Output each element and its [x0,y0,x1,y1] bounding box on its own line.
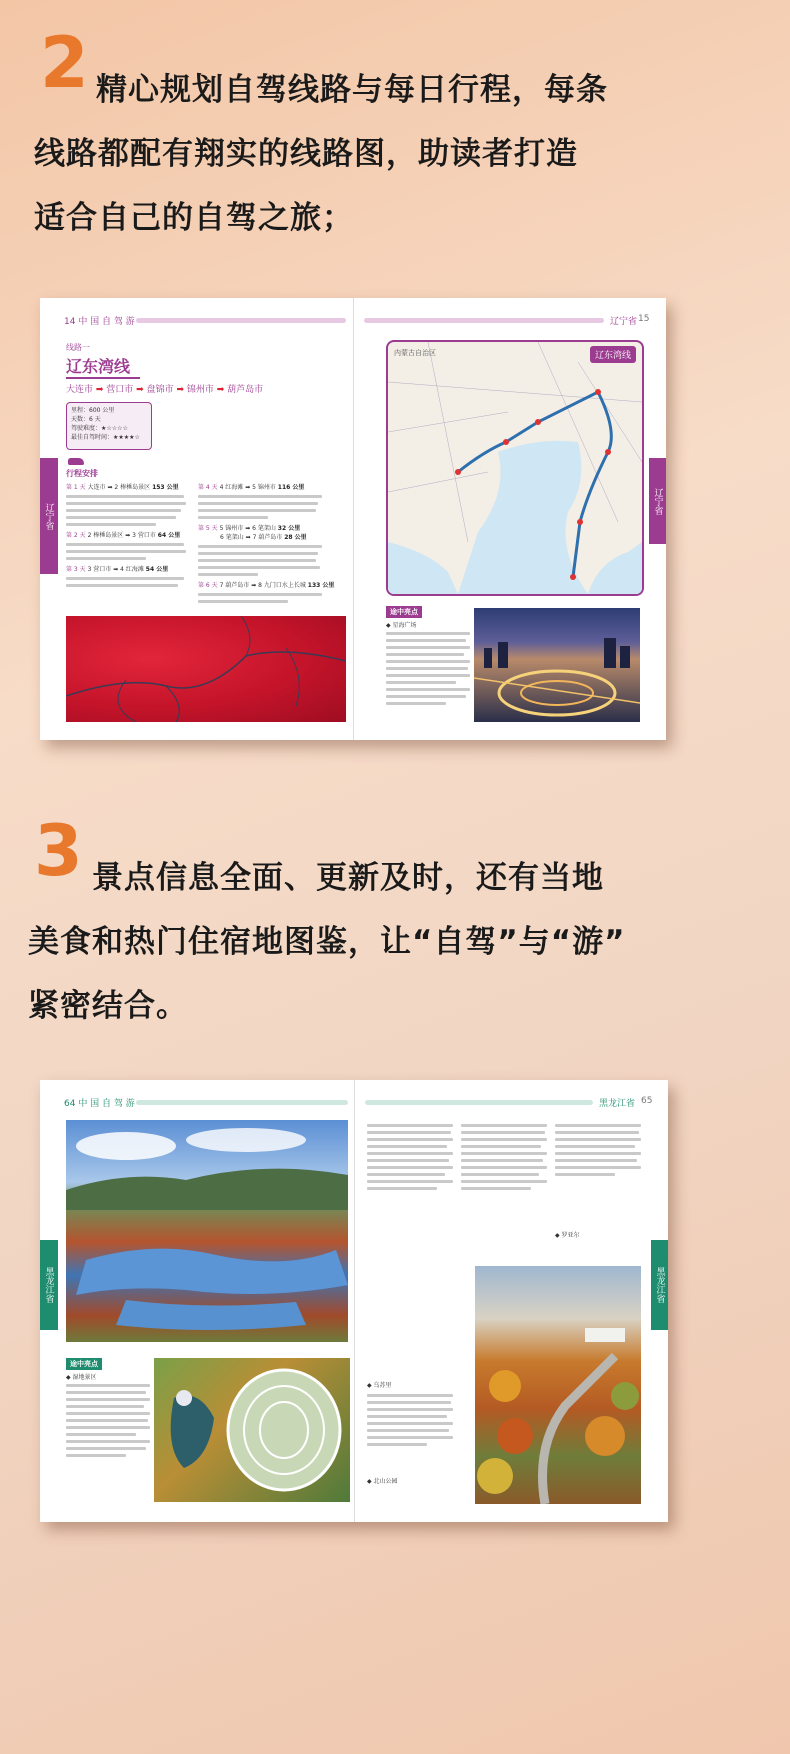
city: 盘锦市 [146,385,174,395]
highlight-place: ◆ 湿地景区 [66,1374,97,1381]
page-header-province: 黑龙江省 [599,1099,636,1109]
book-spread-heilongjiang [40,1080,668,1522]
place-entry: ◆ 罗亚尔 [555,1232,580,1239]
side-tab-province-right: 黑龙江省 [651,1240,668,1330]
feature-text-line-3: 适合自己的自驾之旅； [34,200,354,236]
page-header: 14 中 国 自 驾 游 [64,317,135,327]
page-header: 64 中 国 自 驾 游 [64,1099,135,1109]
city: 大连市 [66,385,94,395]
city-chain: 大连市 ➡ 营口市 ➡ 盘锦市 ➡ 锦州市 ➡ 葫芦岛市 [66,385,264,395]
right-page [354,1080,668,1522]
route-tag: 线路一 [66,343,90,352]
feature-number: 2 [40,22,89,104]
text-column-3 [555,1120,641,1180]
header-bar [364,318,604,323]
wetland-photo [66,1120,348,1342]
feature-text-line-1: 景点信息全面、更新及时，还有当地 [92,860,604,896]
side-tab-province-right: 辽宁省 [649,458,666,544]
aerial-garden-photo [154,1358,350,1502]
header-bar [365,1100,593,1105]
side-tab-province: 黑龙江省 [40,1240,58,1330]
info-line: 里程：600 公里 [71,407,115,414]
highlight-text [386,628,470,709]
itinerary-day: 第 3 天 3 营口市 ➡ 4 红海滩 54 公里 [66,566,169,573]
header-bar [136,1100,348,1105]
route-info-box [66,402,152,450]
itinerary-day: 第 4 天 4 红海滩 ➡ 5 锦州市 116 公里 [198,484,305,491]
left-page [40,1080,354,1522]
car-icon [68,458,84,465]
itinerary-day: 第 5 天 5 锦州市 ➡ 6 笔架山 32 公里 [198,525,301,532]
itinerary-left-column [66,482,191,591]
page-header-province: 辽宁省 [610,317,638,327]
route-title: 辽东湾线 [66,354,140,379]
itinerary-heading: 行程安排 [66,469,98,478]
map-title-label: 辽东湾线 [590,346,636,363]
info-line: 最佳自驾时间：★★★★☆ [71,434,140,441]
highlights-heading: 途中亮点 [66,1358,102,1370]
highlight-place: ◆ 星海广场 [386,622,417,629]
feature-2 [0,0,790,290]
highlight-text [66,1380,150,1461]
book-spread-liaodong [40,298,666,740]
place-entry-text [367,1390,453,1450]
city: 葫芦岛市 [227,385,264,395]
text-column-1 [367,1120,453,1194]
page-number: 15 [638,314,650,324]
feature-text-line-2: 美食和热门住宿地图鉴，让“自驾”与“游” [28,924,626,960]
page-number: 65 [641,1096,653,1106]
left-page [40,298,353,740]
city: 锦州市 [186,385,214,395]
place-entry: ◆ 乌苏里 [367,1382,392,1389]
header-bar [136,318,346,323]
text-column-2 [461,1120,547,1194]
itinerary-day: 第 2 天 2 棒棰岛景区 ➡ 3 营口市 64 公里 [66,532,181,539]
highlights-heading: 途中亮点 [386,606,422,618]
city: 营口市 [106,385,134,395]
route-map [386,340,644,596]
feature-text-line-2: 线路都配有翔实的线路图，助读者打造 [34,136,578,172]
itinerary-day: 第 6 天 7 葫芦岛市 ➡ 8 九门口水上长城 133 公里 [198,582,335,589]
itinerary-day: 第 1 天 大连市 ➡ 2 棒棰岛景区 153 公里 [66,484,179,491]
feature-text-line-3: 紧密结合。 [28,988,188,1024]
side-tab-province: 辽宁省 [40,458,58,574]
info-line: 驾驶难度：★☆☆☆☆ [71,425,128,432]
info-line: 天数：6 天 [71,416,101,423]
feature-text-line-1: 精心规划自驾线路与每日行程，每条 [96,72,608,108]
place-entry: ◆ 北山公园 [367,1478,398,1485]
feature-3 [0,810,790,1070]
xinghai-square-photo [474,608,640,722]
feature-number: 3 [34,810,83,892]
autumn-road-photo [475,1266,641,1504]
itinerary-right-column [198,482,335,607]
right-page [353,298,666,740]
map-region-label: 内蒙古自治区 [394,349,436,357]
red-beach-photo [66,616,346,722]
itinerary-day: 6 笔架山 ➡ 7 葫芦岛市 28 公里 [220,534,307,541]
creek-lines [66,616,346,722]
